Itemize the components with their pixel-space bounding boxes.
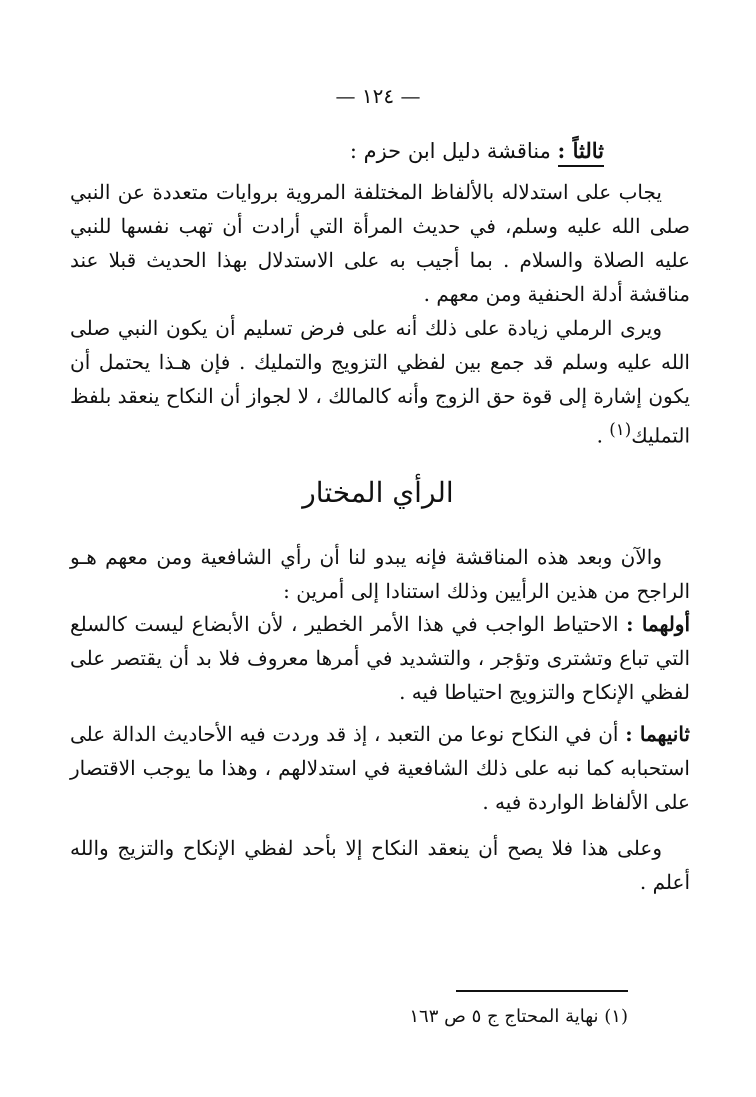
- page-number: — ١٢٤ —: [335, 84, 421, 108]
- footnote: (١) نهاية المحتاج ج ٥ ص ١٦٣: [409, 1006, 628, 1027]
- paragraph-5: [70, 717, 690, 819]
- paragraph-block-1: [70, 175, 690, 311]
- paragraph-2: [70, 311, 690, 453]
- section-heading: [350, 134, 604, 168]
- paragraph-block-3: [70, 540, 690, 608]
- paragraph-1: يجاب على استدلاله بالألفاظ المختلفة المروية بروايات متعددة عن النبي صلى الله عليه وسلم، في حديث المرأة التي أرادت أن تهب نفسها للنبي عليه الصلاة والسلام . بما أجيب به على الاستدلال بهذا الحديث قبلا عند مناقشة أدلة الحنفية ومن معهم .: [70, 180, 690, 306]
- section-title: الرأي المختار: [302, 476, 454, 509]
- section-heading-lead: ثالثاً :: [558, 138, 604, 167]
- paragraph-2-end: .: [596, 423, 610, 448]
- footnote-divider: [456, 990, 628, 992]
- paragraph-3: والآن وبعد هذه المناقشة فإنه يبدو لنا أن رأي الشافعية ومن معهم هـو الراجح من هذين الرأيين وذلك استنادا إلى أمرين :: [70, 545, 690, 603]
- paragraph-6: وعلى هذا فلا يصح أن ينعقد النكاح إلا بأحد لفظي الإنكاح والتزيج والله أعلم .: [70, 836, 690, 894]
- paragraph-block-6: [70, 831, 690, 899]
- paragraph-4-lead: أولهما :: [626, 612, 690, 636]
- paragraph-5-text: أن في النكاح نوعا من التعبد ، إذ قد وردت فيه الأحاديث الدالة على استحبابه كما نبه على ذلك الشافعية في استدلالهم ، وهذا ما يوجب الاقتصار على الألفاظ الواردة فيه .: [70, 722, 690, 814]
- section-heading-text: مناقشة دليل ابن حزم :: [349, 139, 558, 163]
- footnote-reference: (١): [609, 420, 632, 439]
- paragraph-block-4: [70, 607, 690, 709]
- paragraph-4: [70, 607, 690, 709]
- paragraph-2-text: ويرى الرملي زيادة على ذلك أنه على فرض تسليم أن يكون النبي صلى الله عليه وسلم قد جمع بين لفظي التزويج والتمليك . فإن هـذا يحتمل أن يكون إشارة إلى قوة حق الزوج وأنه كالمالك ، لا لجواز أن النكاح ينعقد بلفظ التمليك: [70, 316, 690, 448]
- paragraph-5-lead: ثانيهما :: [625, 722, 690, 746]
- paragraph-block-5: [70, 717, 690, 819]
- paragraph-4-text: الاحتياط الواجب في هذا الأمر الخطير ، لأن الأبضاع ليست كالسلع التي تباع وتشترى وتؤجر ، والتشديد في أمرها معروف فلا بد أن يقتصر على لفظي الإنكاح والتزويج احتياطا فيه .: [70, 612, 690, 704]
- paragraph-block-2: [70, 311, 690, 453]
